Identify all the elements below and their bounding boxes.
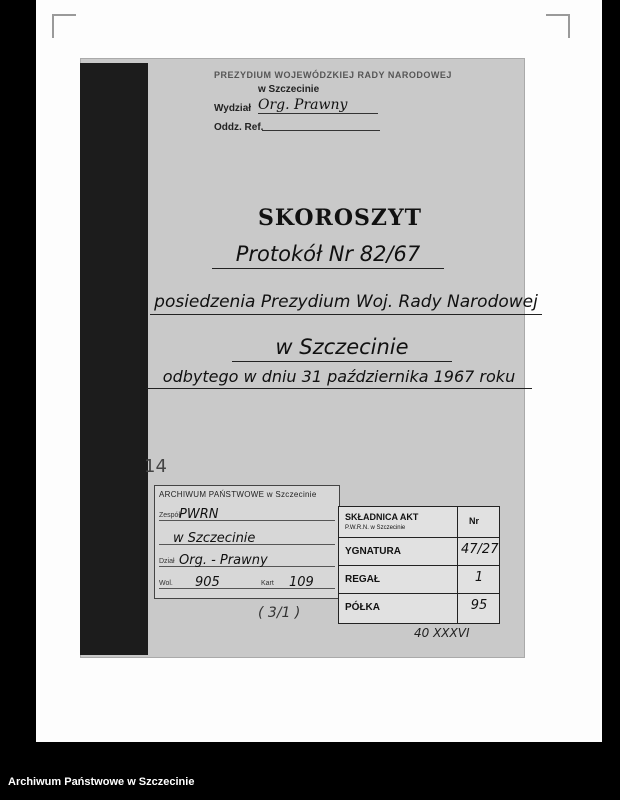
bottom-note: 40 XXXVI <box>414 626 470 640</box>
polka-value: 95 <box>470 598 488 613</box>
meeting-date: odbytego w dniu 31 października 1967 roku <box>146 367 532 389</box>
skladnica-subheader: P.W.R.N. w Szczecinie <box>345 525 406 531</box>
place-value: w Szczecinie <box>173 531 256 546</box>
skladnica-header-row <box>339 507 499 538</box>
folder-title: SKOROSZYT <box>257 205 423 231</box>
polka-label: PÓŁKA <box>345 602 380 613</box>
kart-value: 109 <box>289 575 314 590</box>
skladnica-stamp <box>338 506 500 624</box>
wydzial-value: Org. Prawny <box>258 97 378 114</box>
nr-label: Nr <box>469 516 480 526</box>
regal-label: REGAŁ <box>345 574 380 585</box>
archive-row-place <box>159 526 335 545</box>
sygnatura-label: YGNATURA <box>345 546 401 557</box>
margin-number: 14 <box>144 456 167 477</box>
wol-label: Wol. <box>159 580 173 587</box>
archive-stamp <box>154 485 340 599</box>
skladnica-header: SKŁADNICA AKT <box>345 512 419 522</box>
archive-stamp-title: ARCHIWUM PAŃSTWOWE w Szczecinie <box>159 490 317 499</box>
regal-row <box>339 565 499 594</box>
sygnatura-value: 47/27 <box>461 542 499 557</box>
archive-row-wol <box>159 570 335 589</box>
meeting-place: w Szczecinie <box>232 335 452 362</box>
zespol-label: Zespół <box>159 512 181 519</box>
zespol-value: PWRN <box>179 507 219 522</box>
regal-value: 1 <box>474 570 484 585</box>
crop-mark-top-left <box>52 14 76 38</box>
sygnatura-row <box>339 537 499 566</box>
meeting-description: posiedzenia Prezydium Woj. Rady Narodowej <box>150 292 542 315</box>
archive-footer: Archiwum Państwowe w Szczecinie <box>8 776 195 788</box>
crop-mark-top-right <box>546 14 570 38</box>
header-stamp-line1: PREZYDIUM WOJEWÓDZKIEJ RADY NARODOWEJ <box>214 70 452 80</box>
archive-row-zespol <box>159 502 335 521</box>
dzial-label: Dział <box>159 558 175 565</box>
archive-row-dzial <box>159 548 335 567</box>
wydzial-label: Wydział <box>214 103 252 114</box>
bracket-note: ( 3/1 ) <box>258 605 301 621</box>
wol-value: 905 <box>195 575 220 590</box>
header-stamp-line2: w Szczecinie <box>258 84 320 95</box>
oddz-ref-label: Oddz. Ref. <box>214 122 264 133</box>
polka-row <box>339 593 499 621</box>
dzial-value: Org. - Prawny <box>179 553 268 568</box>
protocol-number: Protokół Nr 82/67 <box>212 242 444 269</box>
kart-label: Kart <box>261 580 274 587</box>
oddz-ref-line <box>262 130 380 131</box>
folder-spine <box>80 63 148 655</box>
